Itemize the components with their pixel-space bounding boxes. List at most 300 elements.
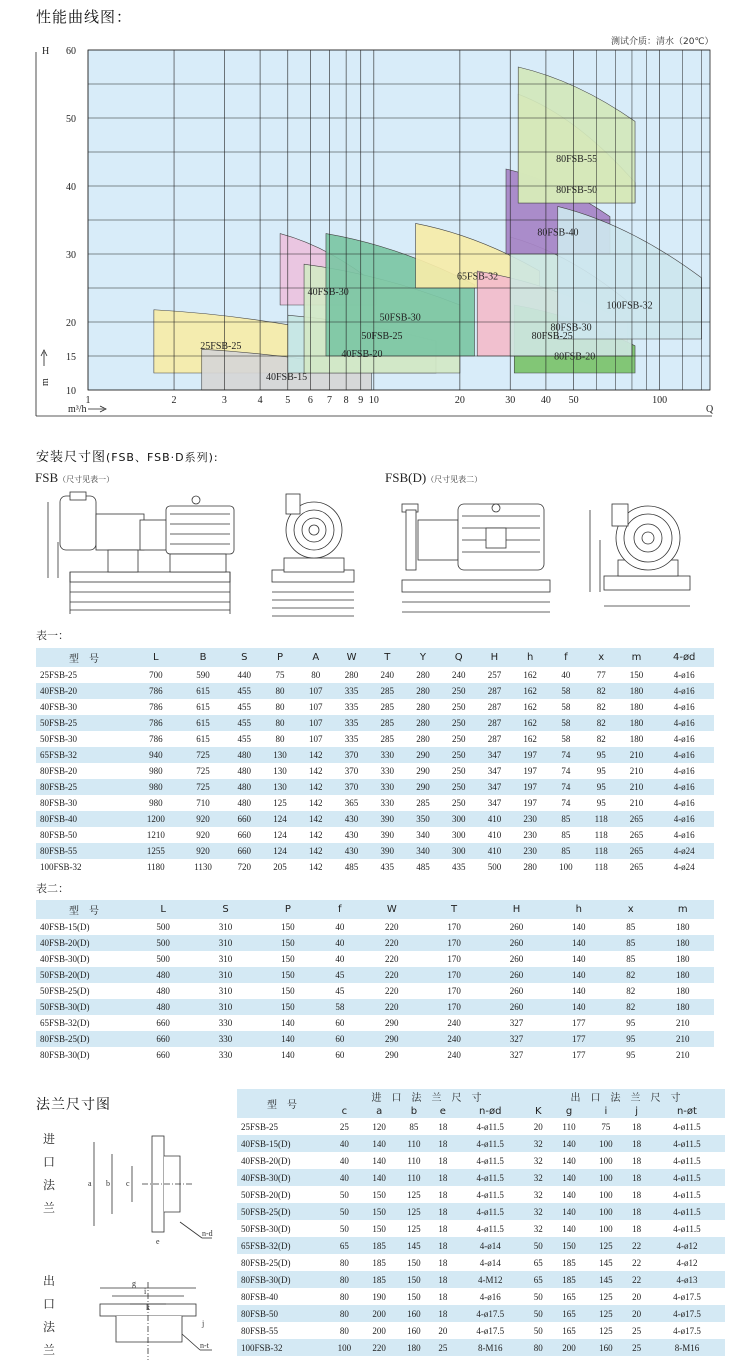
table1-cell: 265 (619, 811, 655, 827)
table1-cell: 335 (344, 702, 359, 712)
x-axis-label: Q (706, 404, 714, 415)
flange-cell: 4-ø11.5 (454, 1203, 526, 1220)
table2-cell: 327 (485, 1031, 547, 1047)
table1-cell: 142 (309, 766, 323, 776)
fsb-note: （尺寸见表一） (58, 475, 115, 484)
flange-cell: 4-ø17.5 (649, 1305, 725, 1322)
table2-model-cell: 50FSB-30(D) (36, 999, 132, 1015)
table1-cell: 370 (344, 766, 359, 776)
table2-header-cell: L (132, 900, 194, 919)
table2-header-cell: 型 号 (36, 900, 132, 919)
table1-row (36, 843, 714, 859)
y-tick-label: 40 (66, 182, 76, 193)
table2-cell: 330 (218, 1050, 233, 1060)
table2-model-cell: 40FSB-30(D) (40, 954, 90, 964)
table1-cell: 124 (262, 843, 298, 859)
table1-cell: 390 (369, 811, 405, 827)
table1-cell: 1200 (132, 811, 180, 827)
x-tick-label: 30 (505, 395, 516, 406)
table1-cell: 250 (451, 702, 466, 712)
flange-cell: 22 (624, 1237, 649, 1254)
inlet-dim-a: a (88, 1179, 92, 1188)
flange-cell: 25 (632, 1325, 642, 1336)
table2-cell: 240 (423, 1031, 485, 1047)
flange-cell: 140 (562, 1223, 576, 1234)
table1-cell: 124 (273, 830, 287, 840)
table1-cell: 290 (405, 747, 441, 763)
table2-header-cell: m (652, 900, 714, 919)
table1-cell: 230 (512, 811, 548, 827)
flange-row (237, 1169, 725, 1186)
table1-cell: 4-ø24 (654, 843, 714, 859)
flange-sub-header-cell: n-øt (649, 1104, 725, 1118)
region-label-65fsb-32: 65FSB-32 (457, 271, 499, 283)
flange-cell: 125 (599, 1291, 613, 1302)
table2-cell: 290 (385, 1050, 399, 1060)
flange-cell: 125 (587, 1237, 624, 1254)
outlet-char-4: 兰 (42, 1343, 55, 1357)
table2-header-cell: S (194, 900, 256, 919)
flange-row (237, 1152, 725, 1169)
flange-cell: 25 (624, 1339, 649, 1356)
region-label-80fsb-25: 80FSB-25 (531, 331, 573, 342)
flange-model-cell: 40FSB-15(D) (237, 1135, 327, 1152)
table1-cell: 142 (298, 843, 334, 859)
table2-cell: 660 (132, 1031, 194, 1047)
table2-cell: 260 (509, 922, 524, 932)
table1-header-cell: T (369, 648, 405, 667)
table1-cell: 347 (487, 798, 502, 808)
flange-cell: 8-M16 (454, 1339, 526, 1356)
flange-cell: 185 (562, 1257, 576, 1268)
table2-cell: 140 (572, 954, 586, 964)
table1-cell: 660 (237, 830, 252, 840)
table2-row (36, 935, 714, 951)
table1-cell: 162 (512, 715, 548, 731)
table2-cell: 220 (361, 967, 423, 983)
flange-cell: 50 (327, 1203, 362, 1220)
flange-cell: 18 (438, 1121, 448, 1132)
table2-cell: 290 (385, 1018, 399, 1028)
outlet-char-3: 法 (42, 1320, 55, 1334)
table1-cell: 80 (275, 702, 285, 712)
table1-cell: 660 (226, 843, 262, 859)
table1-row (36, 795, 714, 811)
flange-sub-header-cell: n-ød (454, 1104, 526, 1118)
table2-cell: 220 (361, 999, 423, 1015)
region-label-80fsb-30: 80FSB-30 (550, 322, 592, 334)
table1-header-cell: A (298, 648, 334, 667)
table1-cell: 280 (416, 702, 430, 712)
table1-model-cell: 80FSB-50 (40, 830, 78, 840)
flange-cell: 20 (438, 1325, 448, 1336)
table1-cell: 287 (477, 715, 513, 731)
table1-cell: 107 (309, 702, 323, 712)
table2-cell: 480 (156, 986, 170, 996)
flange-cell: 4-ø17.5 (673, 1291, 701, 1302)
table1-cell: 197 (523, 766, 537, 776)
table2-cell: 60 (319, 1031, 361, 1047)
x-tick-label: 100 (652, 395, 668, 406)
x-tick-label: 50 (568, 395, 579, 406)
fsbd-label-text: FSB(D) (385, 470, 427, 485)
flange-cell: 80 (327, 1271, 362, 1288)
table1-row (36, 747, 714, 763)
table2-cell: 170 (423, 967, 485, 983)
table1-cell: 370 (334, 779, 370, 795)
inlet-char-2: 口 (42, 1155, 55, 1169)
flange-model-cell: 80FSB-50 (237, 1305, 327, 1322)
table1-cell: 4-ø16 (673, 830, 695, 840)
flange-sub-header-cell: a (362, 1104, 397, 1118)
table2-row (36, 1047, 714, 1063)
install-title-text: 安装尺寸图 (36, 450, 107, 465)
table1-label: 表一： (36, 629, 69, 642)
region-label-40fsb-20: 40FSB-20 (341, 349, 383, 361)
flange-cell: 160 (397, 1305, 432, 1322)
fsb-label-text: FSB (35, 470, 59, 485)
flange-row (237, 1322, 725, 1339)
flange-cell: 65 (533, 1257, 543, 1268)
table1-cell: 4-ø16 (673, 766, 695, 776)
table1-model-cell: 50FSB-30 (40, 734, 78, 744)
flange-cell: 80 (339, 1257, 349, 1268)
table1-cell: 287 (487, 702, 502, 712)
flange-cell: 100 (587, 1169, 624, 1186)
table1-cell: 435 (451, 862, 466, 872)
y-tick-label: 60 (66, 46, 76, 57)
flange-cell: 18 (632, 1121, 642, 1132)
table2-cell: 170 (423, 999, 485, 1015)
x-tick-label: 7 (327, 395, 333, 406)
table1-cell: 330 (369, 779, 405, 795)
x-tick-label: 40 (540, 395, 551, 406)
table1-cell: 85 (548, 843, 584, 859)
flange-cell: 140 (362, 1169, 397, 1186)
table1-cell: 250 (441, 715, 477, 731)
flange-cell: 4-ø11.5 (673, 1155, 701, 1166)
inlet-flange-label (42, 1128, 56, 1220)
table1-cell: 180 (619, 715, 655, 731)
flange-model-cell: 40FSB-20(D) (241, 1155, 291, 1166)
y-arrow-icon (41, 350, 47, 366)
flange-cell: 18 (438, 1223, 448, 1234)
flange-cell: 180 (397, 1339, 432, 1356)
table1-model-cell: 80FSB-40 (36, 811, 132, 827)
table2-cell: 85 (626, 954, 636, 964)
flange-cell: 18 (431, 1305, 454, 1322)
table2-cell: 177 (548, 1031, 610, 1047)
table1-cell: 257 (487, 670, 502, 680)
flange-cell: 32 (526, 1135, 551, 1152)
table1-cell: 410 (487, 830, 502, 840)
table1-cell: 335 (334, 683, 370, 699)
flange-cell: 125 (407, 1223, 421, 1234)
table2-model-cell: 80FSB-25(D) (36, 1031, 132, 1047)
x-arrow-icon (88, 406, 106, 412)
table1-cell: 500 (487, 862, 502, 872)
test-medium-note: 测试介质：清水（20℃） (611, 37, 714, 47)
flange-table (237, 1089, 725, 1356)
table1-cell: 180 (629, 702, 644, 712)
table1-cell: 74 (561, 798, 571, 808)
flange-cell: 4-ø11.5 (649, 1135, 725, 1152)
table1-cell: 230 (523, 830, 537, 840)
flange-cell: 20 (624, 1305, 649, 1322)
flange-cell: 150 (372, 1189, 386, 1200)
flange-cell: 18 (632, 1155, 642, 1166)
flange-model-cell: 65FSB-32(D) (237, 1237, 327, 1254)
table1-cell: 58 (548, 715, 584, 731)
flange-model-cell: 100FSB-32 (237, 1339, 327, 1356)
table1-cell: 285 (369, 715, 405, 731)
flange-table-group-row (237, 1089, 725, 1104)
table1-cell: 58 (561, 734, 571, 744)
table2-cell: 85 (610, 935, 652, 951)
table1-cell: 430 (344, 830, 359, 840)
flange-cell: 190 (372, 1291, 386, 1302)
flange-sub-header-cell: j (624, 1104, 649, 1118)
table2-cell: 660 (156, 1050, 170, 1060)
flange-cell: 150 (372, 1223, 386, 1234)
flange-cell: 50 (526, 1305, 551, 1322)
table1-cell: 95 (596, 798, 606, 808)
table2-cell: 40 (335, 922, 345, 932)
table2-row (36, 967, 714, 983)
table1-cell: 347 (477, 747, 513, 763)
flange-cell: 85 (409, 1121, 419, 1132)
region-label-50fsb-25: 50FSB-25 (361, 331, 403, 342)
flange-cell: 80 (526, 1339, 551, 1356)
table2-header-cell: h (548, 900, 610, 919)
table1-cell: 300 (451, 830, 466, 840)
table2-cell: 260 (485, 999, 547, 1015)
fsb-end-view (272, 494, 354, 616)
flange-row (237, 1118, 725, 1135)
flange-cell: 4-ø11.5 (476, 1223, 504, 1234)
table2-cell: 82 (610, 967, 652, 983)
table1-row (36, 715, 714, 731)
table2-cell: 150 (281, 954, 295, 964)
table2-cell: 310 (218, 922, 233, 932)
table2-row (36, 1015, 714, 1031)
table2-cell: 240 (447, 1018, 461, 1028)
table1-cell: 455 (226, 683, 262, 699)
table2-cell: 150 (257, 967, 319, 983)
table1-cell: 130 (262, 779, 298, 795)
table2-cell: 327 (509, 1050, 524, 1060)
table1-cell: 118 (594, 830, 608, 840)
table1-header-cell: f (548, 648, 584, 667)
table2-cell: 180 (676, 954, 690, 964)
flange-model-cell: 50FSB-30(D) (241, 1223, 291, 1234)
flange-header-model: 型 号 (237, 1089, 327, 1118)
table1-cell: 100 (559, 862, 573, 872)
table1-cell: 4-ø16 (673, 702, 695, 712)
table1-cell: 280 (416, 734, 430, 744)
table2-cell: 220 (361, 935, 423, 951)
table1-cell: 118 (584, 843, 619, 859)
table2-cell: 260 (485, 967, 547, 983)
flange-cell: 4-ø17.5 (673, 1325, 701, 1336)
region-label-80fsb-50: 80FSB-50 (556, 184, 598, 196)
table1-cell: 480 (226, 779, 262, 795)
table1-cell: 280 (405, 683, 441, 699)
flange-cell: 4-ø17.5 (454, 1305, 526, 1322)
flange-cell: 18 (624, 1169, 649, 1186)
table1-cell: 210 (629, 798, 644, 808)
table1-cell: 300 (441, 811, 477, 827)
table2-cell: 60 (335, 1050, 345, 1060)
table1-cell: 440 (237, 670, 252, 680)
x-tick-label: 9 (358, 395, 364, 406)
table1-cell: 590 (196, 670, 210, 680)
table2-cell: 310 (218, 986, 233, 996)
table1-cell: 390 (369, 843, 405, 859)
flange-cell: 220 (362, 1339, 397, 1356)
outlet-dim-k: k (146, 1303, 150, 1312)
table1-cell: 95 (584, 779, 619, 795)
x-tick-label: 4 (257, 395, 263, 406)
table1-cell: 280 (523, 862, 537, 872)
table1-cell: 455 (237, 702, 252, 712)
table1-cell: 300 (441, 843, 477, 859)
flange-cell: 4-ø11.5 (476, 1189, 504, 1200)
table2-cell: 85 (626, 922, 636, 932)
table2-cell: 480 (132, 999, 194, 1015)
table1-cell: 725 (180, 779, 227, 795)
flange-cell: 80 (327, 1305, 362, 1322)
install-title (36, 446, 219, 465)
table1-cell: 287 (477, 683, 513, 699)
flange-cell: 165 (562, 1325, 576, 1336)
flange-cell: 32 (533, 1155, 543, 1166)
flange-cell: 50 (533, 1325, 543, 1336)
table1-cell: 250 (451, 734, 466, 744)
table1-cell: 335 (334, 715, 370, 731)
table1-cell: 82 (596, 702, 606, 712)
table2-cell: 170 (447, 986, 461, 996)
table1-cell: 347 (487, 766, 502, 776)
table1-cell: 265 (629, 862, 644, 872)
flange-cell: 18 (438, 1189, 448, 1200)
flange-cell: 125 (599, 1325, 613, 1336)
table2-row (36, 919, 714, 935)
flange-cell: 32 (533, 1189, 543, 1200)
flange-cell: 20 (632, 1291, 642, 1302)
table2-cell: 330 (194, 1031, 256, 1047)
table2-cell: 180 (676, 986, 690, 996)
table1-cell: 107 (298, 715, 334, 731)
performance-chart (0, 0, 750, 420)
table1-row (36, 683, 714, 699)
flange-cell: 18 (632, 1189, 642, 1200)
table1-cell: 74 (548, 779, 584, 795)
table2-label: 表二： (36, 882, 69, 895)
table1-cell: 210 (619, 779, 655, 795)
table1-cell: 4-ø16 (654, 715, 714, 731)
region-label-100fsb-32: 100FSB-32 (606, 300, 653, 312)
flange-cell: 8-M16 (649, 1339, 725, 1356)
table1-header-cell: H (477, 648, 513, 667)
table1-cell: 480 (237, 798, 252, 808)
table1-cell: 285 (369, 683, 405, 699)
table1-cell: 615 (196, 734, 210, 744)
flange-sub-header-cell: i (587, 1104, 624, 1118)
table1-cell: 82 (584, 715, 619, 731)
y-tick-label: 10 (66, 386, 76, 397)
table2-cell: 220 (385, 954, 399, 964)
outlet-flange-drawing (100, 1279, 212, 1360)
table1-cell: 142 (309, 798, 323, 808)
table1-cell: 95 (584, 747, 619, 763)
table2-row (36, 983, 714, 999)
flange-cell: 140 (372, 1155, 386, 1166)
table1-cell: 370 (334, 747, 370, 763)
flange-row (237, 1135, 725, 1152)
table2-cell: 260 (509, 986, 524, 996)
flange-cell: 50 (339, 1223, 349, 1234)
table2-row (36, 951, 714, 967)
install-title-suffix: (FSB、FSB·D系列): (106, 451, 219, 464)
flange-sub-header-cell: K (526, 1104, 551, 1118)
flange-title: 法兰尺寸图 (36, 1097, 111, 1113)
flange-row (237, 1254, 725, 1271)
table2-model-cell: 40FSB-15(D) (40, 922, 90, 932)
table1-cell: 250 (441, 779, 477, 795)
table1-cell: 980 (132, 779, 180, 795)
flange-cell: 185 (362, 1237, 397, 1254)
flange-cell: 140 (362, 1135, 397, 1152)
table2-cell: 40 (319, 935, 361, 951)
flange-cell: 18 (632, 1223, 642, 1234)
table2-cell: 140 (572, 986, 586, 996)
table2-cell: 40 (335, 954, 345, 964)
table1-cell: 4-ø16 (673, 798, 695, 808)
flange-cell: 4-ø11.5 (649, 1203, 725, 1220)
table1-cell: 142 (298, 811, 334, 827)
table1-cell: 85 (561, 830, 571, 840)
table2-cell: 95 (610, 1031, 652, 1047)
table1-model-cell: 80FSB-30 (40, 798, 78, 808)
table1-cell: 250 (441, 747, 477, 763)
table1-cell: 330 (380, 766, 394, 776)
table2-cell: 500 (156, 922, 170, 932)
table1-row (36, 859, 714, 875)
table1-header-row (36, 648, 714, 667)
table2-header-cell: f (319, 900, 361, 919)
fsbd-side-view (402, 504, 550, 612)
table2-cell: 290 (361, 1031, 423, 1047)
flange-cell: 140 (562, 1155, 576, 1166)
flange-row (237, 1203, 725, 1220)
table2-cell: 220 (385, 922, 399, 932)
flange-cell: 32 (526, 1203, 551, 1220)
table1-cell: 435 (380, 862, 394, 872)
flange-sub-header-cell: c (327, 1104, 362, 1118)
table2-cell: 180 (652, 999, 714, 1015)
table1-cell: 162 (523, 702, 537, 712)
table1-cell: 250 (441, 683, 477, 699)
table1-cell: 290 (416, 766, 430, 776)
table1-cell: 4-ø16 (673, 670, 695, 680)
x-tick-label: 8 (343, 395, 349, 406)
table2-cell: 310 (194, 967, 256, 983)
table2-cell: 240 (447, 1050, 461, 1060)
table1-cell: 130 (262, 747, 298, 763)
table1-header-cell: m (619, 648, 655, 667)
table1-cell: 74 (548, 747, 584, 763)
